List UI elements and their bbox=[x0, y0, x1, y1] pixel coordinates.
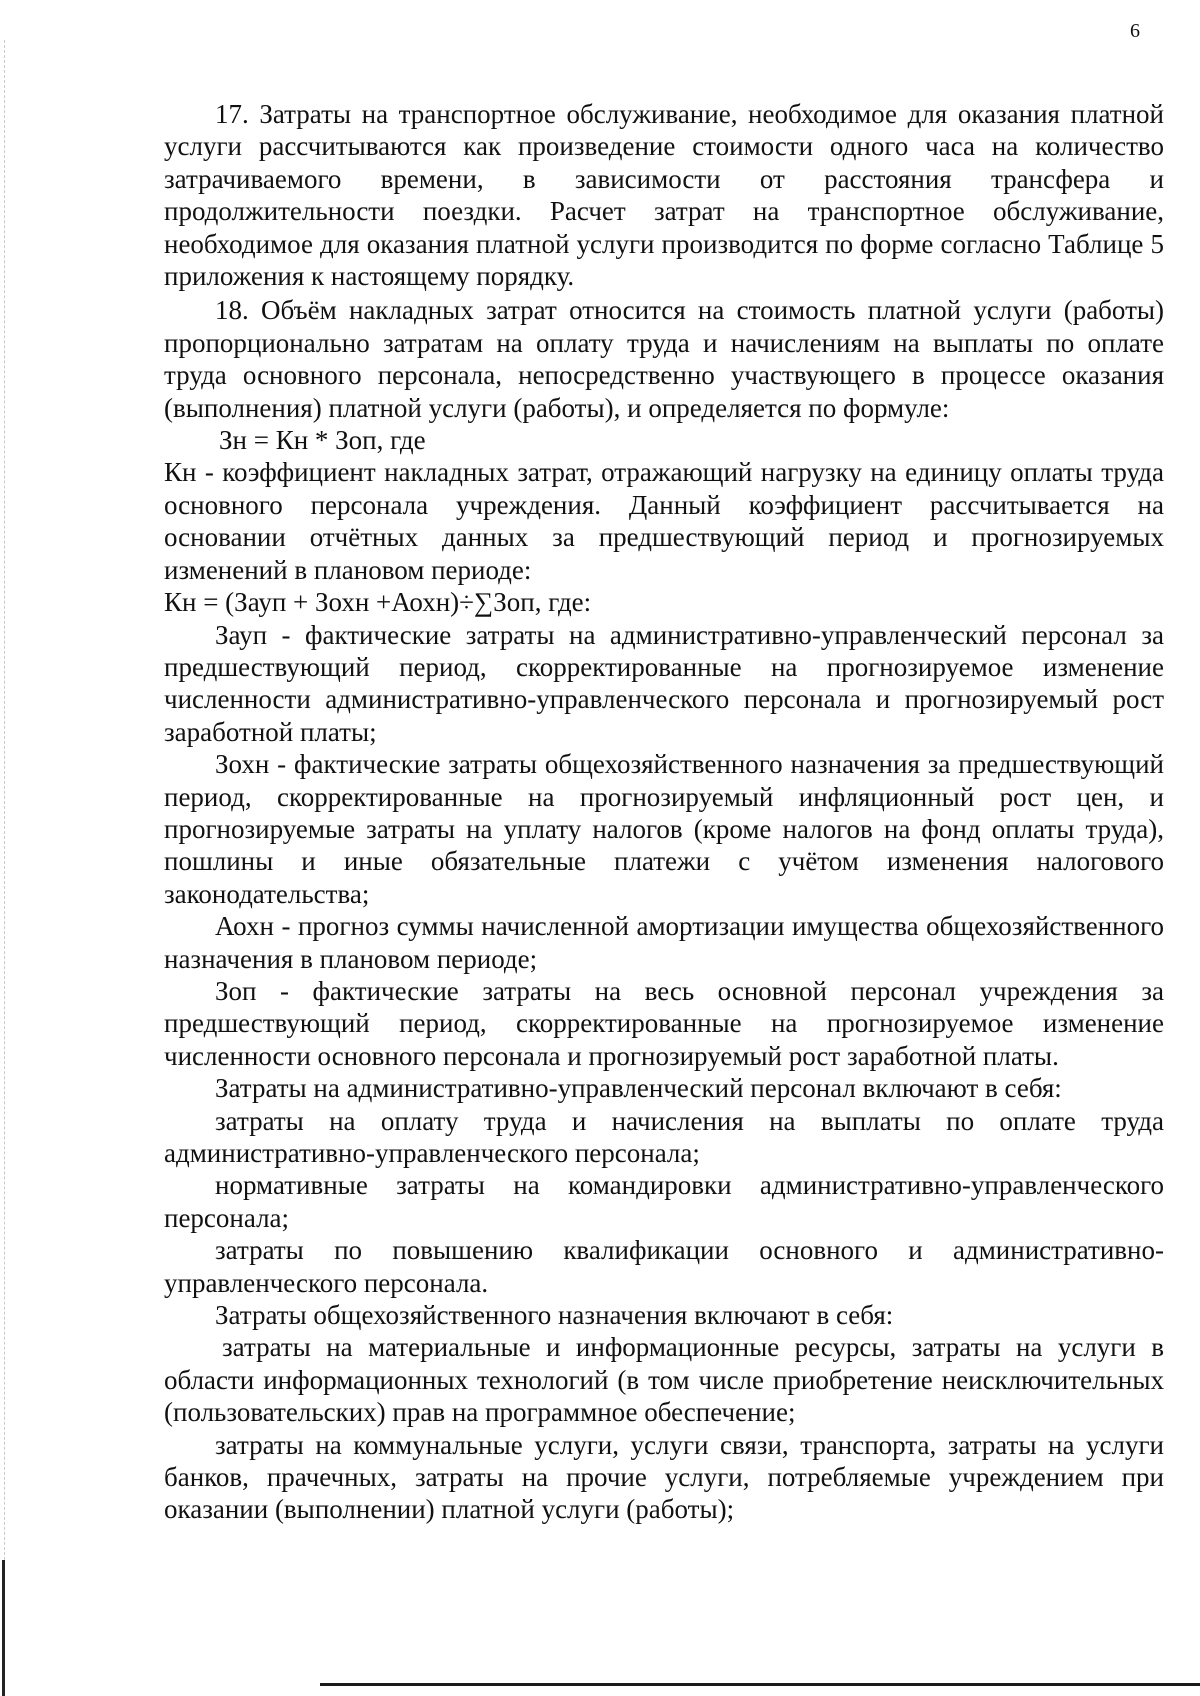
zop-definition: Зоп - фактические затраты на весь основной персонал учреждения за предшествующий период, скорректированные на прогнозируемое изменение численности основного персонала и прогнозируемый рост заработной платы. bbox=[164, 975, 1164, 1071]
page-number: 6 bbox=[1130, 20, 1140, 42]
aup-item-2: нормативные затраты на командировки административно-управленческого персонала; bbox=[164, 1170, 1164, 1233]
ohn-intro: Затраты общехозяйственного назначения включают в себя: bbox=[215, 1300, 894, 1331]
zaup-definition: Зауп - фактические затраты на административно-управленческий персонал за предшествующий период, скорректированные на прогнозируемое изменение численности административно-управленческого персонала и прогнозируемый рост заработной платы; bbox=[164, 619, 1164, 747]
paragraph-17: 17. Затраты на транспортное обслуживание, необходимое для оказания платной услуги рассчитываются как произведение стоимости одного часа на количество затрачиваемого времени, в зависимости от расстояния трансфера и продолжительности поездки. Расчет затрат на транспортное обслуживание, необходимое для оказания платной услуги производится по форме согласно Таблице 5 приложения к настоящему порядку. bbox=[164, 99, 1164, 292]
scan-left-edge-dark bbox=[2, 1560, 5, 1696]
zohn-definition: Зохн - фактические затраты общехозяйственного назначения за предшествующий период, скорректированные на прогнозируемый инфляционный рост цен, и прогнозируемые затраты на уплату налогов (кроме налогов на фонд оплаты труда), пошлины и иные обязательные платежи с учётом изменения налогового законодательства; bbox=[164, 749, 1164, 909]
kn-definition: Кн - коэффициент накладных затрат, отражающий нагрузку на единицу оплаты труда основного персонала учреждения. Данный коэффициент рассчитывается на основании отчётных данных за предшествующий период и прогнозируемых изменений в плановом периоде: bbox=[164, 457, 1164, 585]
scan-left-edge bbox=[4, 40, 5, 1660]
paragraph-18: 18. Объём накладных затрат относится на стоимость платной услуги (работы) пропорционально затратам на оплату труда и начислениям на выплаты по оплате труда основного персонала, непосредственно участвующего в процессе оказания (выполнения) платной услуги (работы), и определяется по формуле: bbox=[164, 295, 1164, 423]
bottom-rule bbox=[320, 1683, 1200, 1686]
ohn-item-2: затраты на коммунальные услуги, услуги связи, транспорта, затраты на услуги банков, прачечных, затраты на прочие услуги, потребляемые учреждением при оказании (выполнении) платной услуги (работы); bbox=[164, 1429, 1164, 1525]
aup-item-1: затраты на оплату труда и начисления на выплаты по оплате труда административно-управленческого персонала; bbox=[164, 1105, 1164, 1168]
formula-kn: Кн = (Зауп + Зохн +Аохн)÷∑Зоп, где: bbox=[164, 587, 592, 618]
document-body bbox=[164, 98, 1164, 1526]
ohn-item-1: затраты на материальные и информационные ресурсы, затраты на услуги в области информационных технологий (в том числе приобретение неисключительных (пользовательских) прав на программное обеспечение; bbox=[164, 1332, 1164, 1428]
aup-intro: Затраты на административно-управленческий персонал включают в себя: bbox=[215, 1073, 1062, 1104]
formula-zn: Зн = Кн * Зоп, где bbox=[219, 425, 426, 456]
aup-item-3: затраты по повышению квалификации основного и административно-управленческого персонала. bbox=[164, 1235, 1164, 1298]
aohn-definition: Аохн - прогноз суммы начисленной амортизации имущества общехозяйственного назначения в плановом периоде; bbox=[164, 911, 1164, 974]
